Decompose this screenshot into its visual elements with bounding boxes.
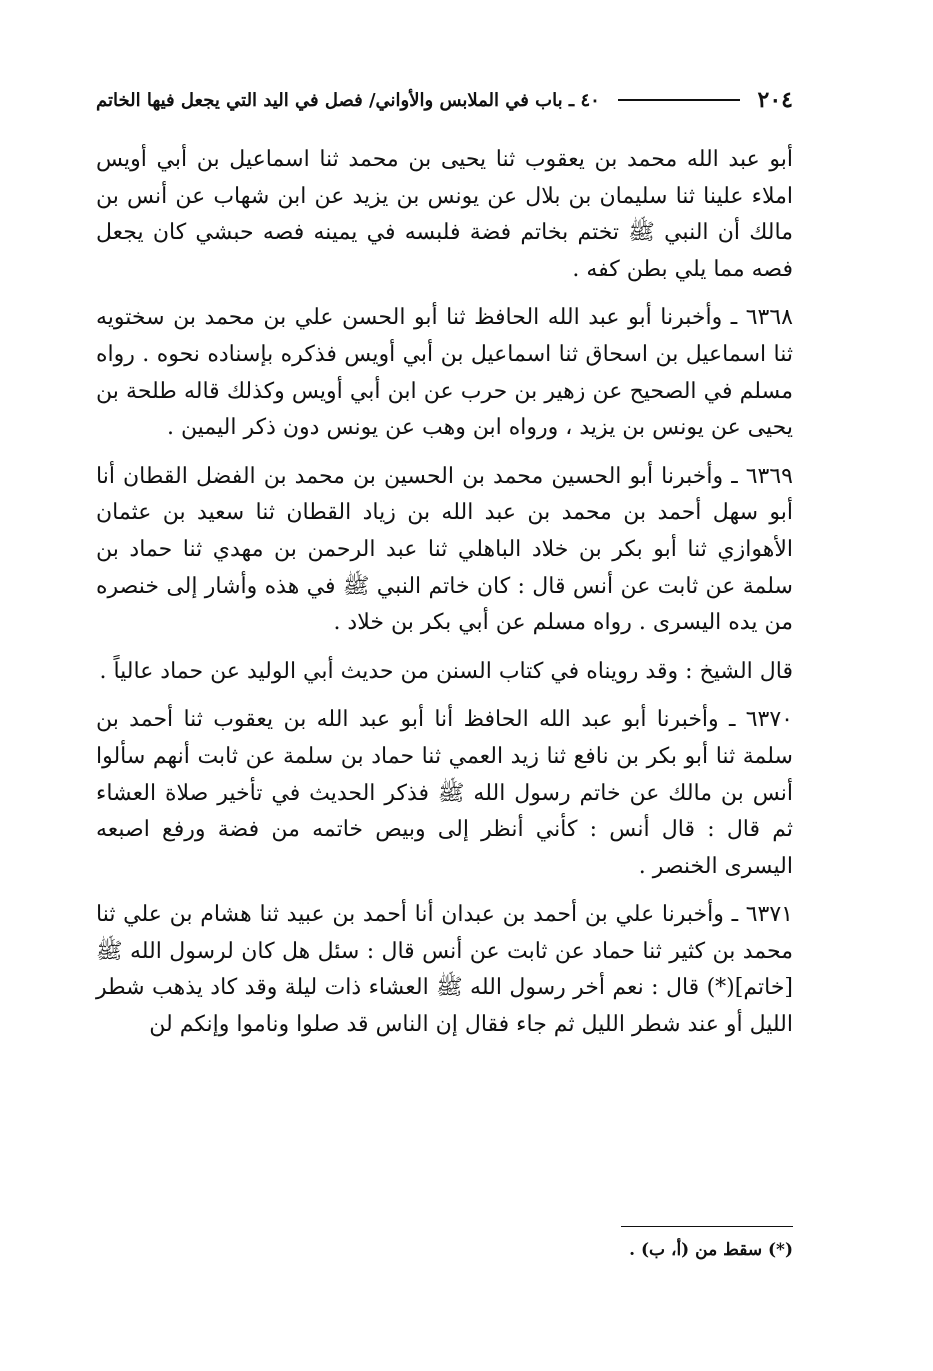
footnote-rule [621, 1226, 793, 1227]
body-text [96, 142, 793, 1056]
header-rule [618, 99, 740, 101]
running-head: ٤٠ ـ باب في الملابس والأواني/ فصل في اليد التي يجعل فيها الخاتم [96, 89, 600, 111]
paragraph-hadith-6371: ٦٣٧١ ـ وأخبرنا علي بن أحمد بن عبدان أنا أحمد بن عبيد ثنا هشام بن علي ثنا محمد بن كثير ثنا حماد عن ثابت عن أنس قال : سئل هل كان لرسول الله ﷺ [خاتم](*) قال : نعم أخر رسول الله ﷺ العشاء ذات ليلة وقد كاد يذهب شطر الليل أو عند شطر الليل ثم جاء فقال إن الناس قد صلوا وناموا وإنكم لن [96, 902, 793, 1038]
paragraph-hadith-6370: ٦٣٧٠ ـ وأخبرنا أبو عبد الله الحافظ أنا أبو عبد الله بن يعقوب ثنا أحمد بن سلمة ثنا أبو بكر بن نافع ثنا زيد العمي ثنا حماد بن سلمة عن ثابت أنهم سألوا أنس بن مالك عن خاتم رسول الله ﷺ فذكر الحديث في تأخير صلاة العشاء ثم قال : قال أنس : كأني أنظر إلى وبيص خاتمه من فضة ورفع اصبعه اليسرى الخنصر . [96, 707, 793, 879]
paragraph-sheikh-comment: قال الشيخ : وقد رويناه في كتاب السنن من حديث أبي الوليد عن حماد عالياً . [99, 658, 793, 684]
paragraph-hadith-6369: ٦٣٦٩ ـ وأخبرنا أبو الحسين محمد بن الحسين بن محمد بن الفضل القطان أنا أبو سهل أحمد بن محمد بن عبد الله بن زياد القطان ثنا سعيد بن عثمان الأهوازي ثنا أبو بكر بن خلاد الباهلي ثنا عبد الرحمن بن مهدي ثنا حماد بن سلمة عن ثابت عن أنس قال : كان خاتم النبي ﷺ في هذه وأشار إلى خنصره من يده اليسرى . رواه مسلم عن أبي بكر بن خلاد . [96, 463, 793, 636]
footnote: (*) سقط من (أ، ب) . [629, 1240, 793, 1260]
paragraph-hadith-6368: ٦٣٦٨ ـ وأخبرنا أبو عبد الله الحافظ ثنا أبو الحسن علي بن محمد بن سختويه ثنا اسماعيل بن اسحاق ثنا اسماعيل بن أبي أويس فذكره بإسناده نحوه . رواه مسلم في الصحيح عن زهير بن حرب عن ابن أبي أويس وكذلك قاله طلحة بن يحيى عن يونس بن يزيد ، ورواه ابن وهب عن يونس دون ذكر اليمين . [96, 305, 793, 441]
page-number: ٢٠٤ [757, 87, 793, 113]
paragraph-continuation: أبو عبد الله محمد بن يعقوب ثنا يحيى بن محمد ثنا اسماعيل بن أبي أويس املاء علينا ثنا سليمان بن بلال عن يونس بن يزيد عن ابن شهاب عن أنس بن مالك أن النبي ﷺ تختم بخاتم فضة فلبسه في يمينه فصه حبشي كان يجعل فصه مما يلي بطن كفه . [96, 147, 793, 282]
page-header [96, 80, 793, 120]
